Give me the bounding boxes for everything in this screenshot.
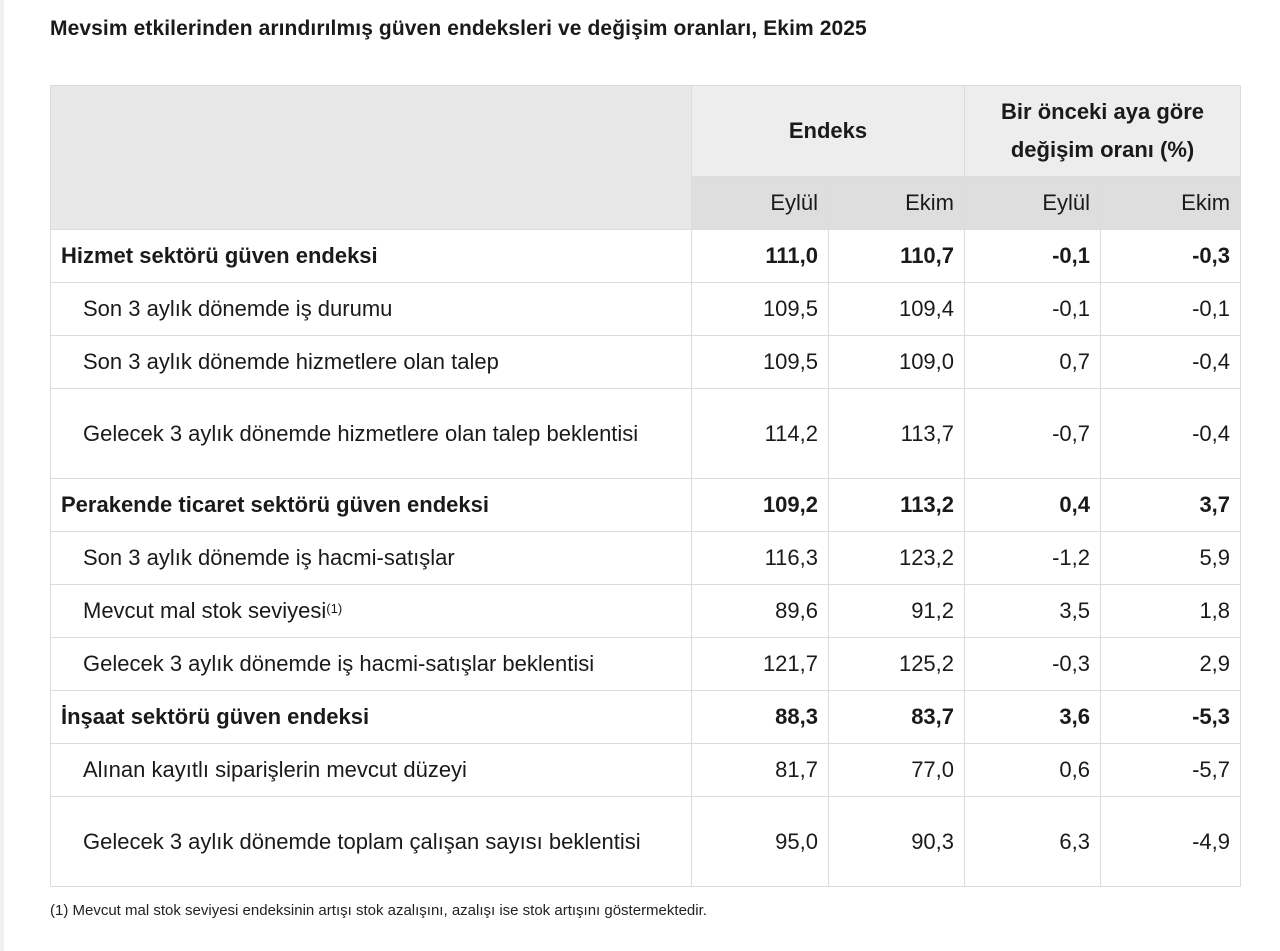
value-index-october: 90,3	[829, 797, 965, 887]
value-index-october: 125,2	[829, 638, 965, 691]
value-index-october: 123,2	[829, 532, 965, 585]
value-change-september: -0,1	[965, 283, 1101, 336]
page-edge	[0, 0, 4, 951]
value-change-october: -5,7	[1101, 744, 1241, 797]
value-index-october: 109,0	[829, 336, 965, 389]
row-label: Son 3 aylık dönemde iş hacmi-satışlar	[51, 532, 692, 585]
row-label: Hizmet sektörü güven endeksi	[51, 230, 692, 283]
header-change-line1: Bir önceki aya göre	[1001, 99, 1205, 124]
value-change-september: -0,3	[965, 638, 1101, 691]
value-change-october: -0,3	[1101, 230, 1241, 283]
row-label: Gelecek 3 aylık dönemde iş hacmi-satışlar beklentisi	[51, 638, 692, 691]
value-change-october: 3,7	[1101, 479, 1241, 532]
value-index-september: 111,0	[692, 230, 829, 283]
value-change-september: 3,5	[965, 585, 1101, 638]
value-index-october: 91,2	[829, 585, 965, 638]
value-index-september: 109,5	[692, 283, 829, 336]
row-label: Perakende ticaret sektörü güven endeksi	[51, 479, 692, 532]
value-change-october: -0,4	[1101, 389, 1241, 479]
subheader-change-october: Ekim	[1101, 177, 1241, 230]
value-change-september: 0,6	[965, 744, 1101, 797]
value-change-october: -0,1	[1101, 283, 1241, 336]
header-index: Endeks	[692, 86, 965, 177]
table-row	[51, 585, 1241, 638]
value-change-october: 2,9	[1101, 638, 1241, 691]
header-change-line2: değişim oranı (%)	[1010, 137, 1195, 162]
value-index-october: 110,7	[829, 230, 965, 283]
value-change-september: -0,1	[965, 230, 1101, 283]
value-change-october: -0,4	[1101, 336, 1241, 389]
row-label: Son 3 aylık dönemde iş durumu	[51, 283, 692, 336]
value-index-october: 113,7	[829, 389, 965, 479]
table-row	[51, 283, 1241, 336]
value-change-september: 0,4	[965, 479, 1101, 532]
row-label: Gelecek 3 aylık dönemde hizmetlere olan talep beklentisi	[51, 389, 692, 479]
value-change-october: 5,9	[1101, 532, 1241, 585]
value-index-october: 83,7	[829, 691, 965, 744]
value-index-september: 114,2	[692, 389, 829, 479]
value-index-october: 109,4	[829, 283, 965, 336]
value-change-september: 3,6	[965, 691, 1101, 744]
value-index-september: 95,0	[692, 797, 829, 887]
value-change-october: -4,9	[1101, 797, 1241, 887]
value-index-september: 109,5	[692, 336, 829, 389]
table-row-services-index	[51, 230, 1241, 283]
footnote-reference: (1)	[326, 601, 343, 616]
row-label: Son 3 aylık dönemde hizmetlere olan talep	[51, 336, 692, 389]
table-row	[51, 532, 1241, 585]
subheader-index-october: Ekim	[829, 177, 965, 230]
subheader-change-september: Eylül	[965, 177, 1101, 230]
value-index-september: 88,3	[692, 691, 829, 744]
value-index-september: 121,7	[692, 638, 829, 691]
value-change-september: 0,7	[965, 336, 1101, 389]
row-label: Alınan kayıtlı siparişlerin mevcut düzeyi	[51, 744, 692, 797]
value-change-october: 1,8	[1101, 585, 1241, 638]
value-change-september: 6,3	[965, 797, 1101, 887]
value-index-september: 109,2	[692, 479, 829, 532]
table-row	[51, 797, 1241, 887]
value-change-september: -0,7	[965, 389, 1101, 479]
table-row	[51, 336, 1241, 389]
row-label-text: Mevcut mal stok seviyesi	[83, 598, 327, 623]
row-label-with-footnote	[51, 585, 692, 638]
value-index-september: 89,6	[692, 585, 829, 638]
value-change-september: -1,2	[965, 532, 1101, 585]
value-change-october: -5,3	[1101, 691, 1241, 744]
header-blank-cell	[51, 86, 692, 230]
table-footnote: (1) Mevcut mal stok seviyesi endeksinin artışı stok azalışını, azalışı ise stok artışını göstermektedir.	[50, 902, 707, 919]
table-title: Mevsim etkilerinden arındırılmış güven endeksleri ve değişim oranları, Ekim 2025	[50, 17, 867, 40]
table-row-construction-index	[51, 691, 1241, 744]
value-index-october: 77,0	[829, 744, 965, 797]
table-row	[51, 638, 1241, 691]
value-index-september: 81,7	[692, 744, 829, 797]
table-row	[51, 744, 1241, 797]
value-index-october: 113,2	[829, 479, 965, 532]
table-row-retail-index	[51, 479, 1241, 532]
row-label: İnşaat sektörü güven endeksi	[51, 691, 692, 744]
value-index-september: 116,3	[692, 532, 829, 585]
confidence-index-table	[50, 85, 1241, 887]
header-change-rate	[965, 86, 1241, 177]
subheader-index-september: Eylül	[692, 177, 829, 230]
table-row	[51, 389, 1241, 479]
row-label: Gelecek 3 aylık dönemde toplam çalışan sayısı beklentisi	[51, 797, 692, 887]
